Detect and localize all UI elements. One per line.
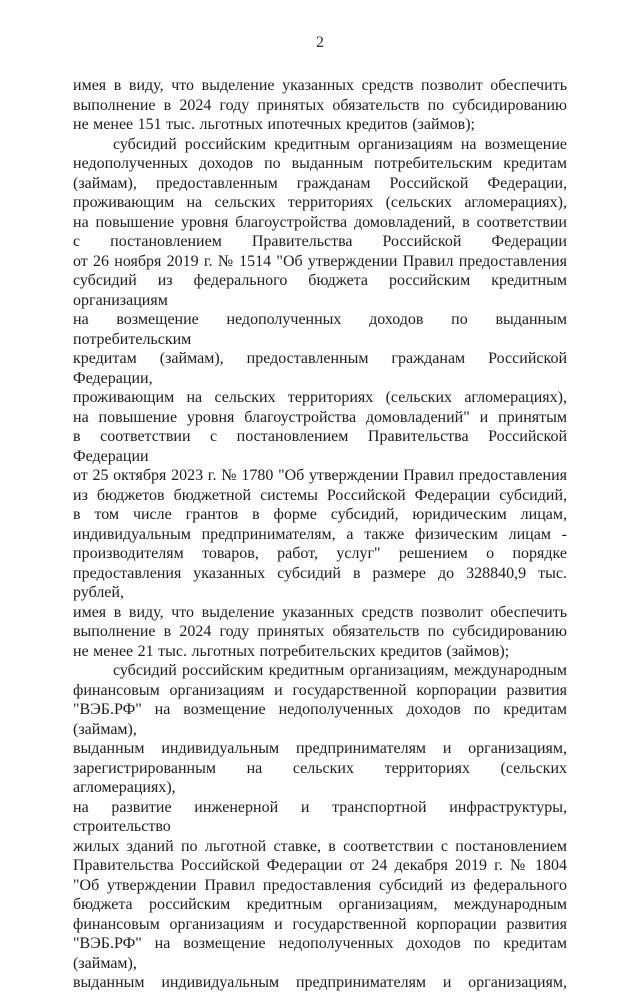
text-line: в том числе грантов в форме субсидий, юридическим лицам, — [73, 506, 567, 523]
page-number: 2 — [316, 34, 324, 51]
text-line: имея в виду, что выделение указанных средств позволит обеспечить — [73, 603, 567, 621]
text-line: проживающим на сельских территориях (сельских агломерациях), — [73, 389, 567, 406]
text-line: выданным индивидуальным предпринимателям и организациям, — [73, 740, 567, 757]
text-line: предоставления указанных субсидий в размере до 328840,9 тыс. рублей, — [73, 564, 567, 601]
text-line: недополученных доходов по выданным потребительским кредитам — [73, 155, 567, 172]
text-line: выданным индивидуальным предпринимателям и организациям, — [73, 974, 567, 991]
text-line: не менее 21 тыс. льготных потребительских кредитов (займов); — [73, 642, 510, 660]
text-line: финансовым организациям и государственной корпорации развития — [73, 915, 567, 933]
text-line: кредитам (займам), предоставленным гражданам Российской Федерации, — [73, 350, 567, 387]
text-line: от 25 октября 2023 г. № 1780 "Об утверждении Правил предоставления — [73, 467, 567, 484]
text-line: индивидуальным предпринимателям, а также физическим лицам - — [73, 525, 567, 543]
text-line: на повышение уровня благоустройства домовладений, в соответствии — [73, 213, 567, 231]
text-line: производителям товаров, работ, услуг" решением о порядке — [73, 545, 567, 562]
text-line: не менее 151 тыс. льготных ипотечных кредитов (займов); — [73, 116, 475, 133]
text-line: от 26 ноября 2019 г. № 1514 "Об утверждении Правил предоставления — [73, 252, 567, 270]
text-line: на повышение уровня благоустройства домовладений" и принятым — [73, 408, 567, 426]
text-line: выполнение в 2024 году принятых обязательств по субсидированию — [73, 96, 567, 114]
text-line: (займам), предоставленным гражданам Российской Федерации, — [73, 174, 567, 192]
text-line: из бюджетов бюджетной системы Российской Федерации субсидий, — [73, 486, 567, 504]
text-line: субсидий российским кредитным организациям на возмещение — [113, 135, 567, 153]
text-line: на развитие инженерной и транспортной инфраструктуры, строительство — [73, 798, 567, 835]
text-line: проживающим на сельских территориях (сельских агломерациях), — [73, 194, 567, 211]
text-line: имея в виду, что выделение указанных средств позволит обеспечить — [73, 77, 567, 94]
paragraph — [73, 661, 567, 993]
text-line: "Об утверждении Правил предоставления субсидий из федерального — [73, 876, 567, 894]
text-line: с постановлением Правительства Российской Федерации — [73, 233, 567, 250]
text-line: "ВЭБ.РФ" на возмещение недополученных доходов по кредитам (займам), — [73, 935, 567, 972]
text-line: жилых зданий по льготной ставке, в соответствии с постановлением — [73, 837, 567, 855]
paragraph — [73, 135, 567, 662]
text-line: субсидий из федерального бюджета российским кредитным организациям — [73, 272, 567, 309]
document-body — [73, 76, 567, 993]
text-line: зарегистрированным на сельских территориях (сельских агломерациях), — [73, 759, 567, 796]
text-line: на возмещение недополученных доходов по выданным потребительским — [73, 311, 567, 348]
text-line: субсидий российским кредитным организациям, международным — [113, 662, 567, 679]
text-line: "ВЭБ.РФ" на возмещение недополученных доходов по кредитам (займам), — [73, 701, 567, 738]
paragraph — [73, 76, 567, 135]
text-line: Правительства Российской Федерации от 24 декабря 2019 г. № 1804 — [73, 857, 567, 874]
text-line: выполнение в 2024 году принятых обязательств по субсидированию — [73, 623, 567, 640]
text-line: бюджета российским кредитным организациям, международным — [73, 896, 567, 913]
text-line: в соответствии с постановлением Правительства Российской Федерации — [73, 428, 567, 465]
text-line: финансовым организациям и государственной корпорации развития — [73, 681, 567, 699]
